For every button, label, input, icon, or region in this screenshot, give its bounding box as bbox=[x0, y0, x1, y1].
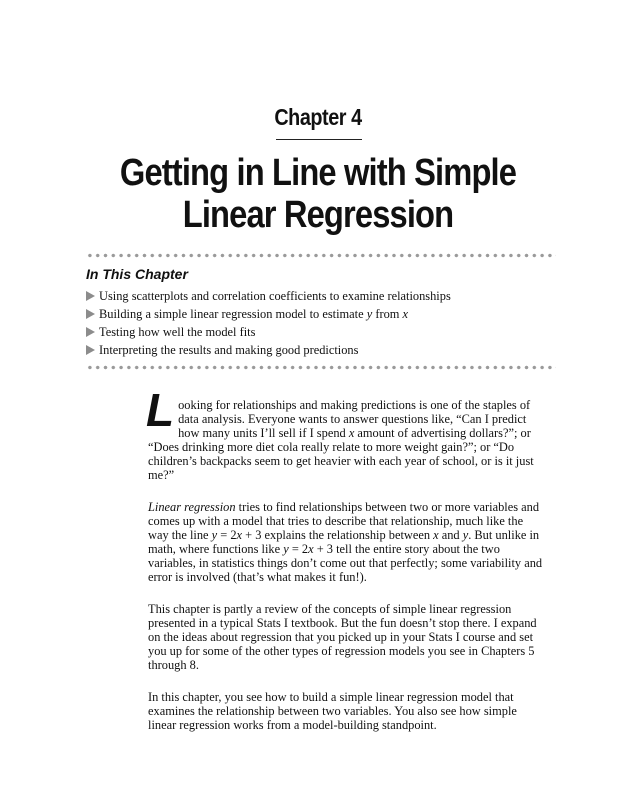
list-item bbox=[86, 287, 556, 305]
list-item bbox=[86, 323, 556, 341]
text-run: . But unlike in math, where functions like bbox=[148, 528, 540, 556]
drop-cap: L bbox=[146, 384, 175, 436]
arrow-bullet-icon bbox=[86, 291, 95, 301]
paragraph-2 bbox=[148, 500, 544, 584]
in-this-chapter-heading: In This Chapter bbox=[86, 266, 188, 282]
chapter-topics-list bbox=[86, 287, 556, 359]
list-item-text bbox=[99, 307, 408, 322]
paragraph-4: In this chapter, you see how to build a simple linear regression model that examines the relationship between two variables. You also see how simple linear regression works from a model-building standpoint. bbox=[148, 690, 517, 732]
italic-run: x bbox=[308, 542, 314, 556]
paragraph-3: This chapter is partly a review of the concepts of simple linear regression presented in a typical Stats I textbook. But the fun doesn’t stop there. I expand on the ideas about regression that you picked up in your Stats I course and set you up for some of the other types of regression models you see in Chapters 5 through 8. bbox=[148, 602, 537, 672]
chapter-title bbox=[45, 152, 592, 236]
list-item bbox=[86, 341, 556, 359]
list-item-text: Testing how well the model fits bbox=[99, 324, 256, 339]
dotted-divider-bottom bbox=[86, 365, 556, 370]
list-item-text: Interpreting the results and making good predictions bbox=[99, 342, 359, 357]
italic-run: x bbox=[402, 306, 408, 321]
text-run: and bbox=[438, 528, 463, 542]
text-run: = 2 bbox=[288, 542, 309, 556]
italic-run: y bbox=[211, 528, 218, 542]
text-run: Building a simple linear regression model to estimate bbox=[99, 306, 367, 321]
italic-run: y bbox=[462, 528, 469, 542]
list-item-text: Using scatterplots and correlation coefficients to examine relationships bbox=[99, 288, 451, 303]
italic-run: Linear regression bbox=[148, 500, 236, 514]
italic-run: x bbox=[236, 528, 243, 542]
paragraph-1 bbox=[146, 384, 544, 482]
arrow-bullet-icon bbox=[86, 345, 95, 355]
arrow-bullet-icon bbox=[86, 309, 95, 319]
italic-run: y bbox=[366, 306, 373, 321]
body-text bbox=[146, 384, 544, 750]
chapter-title-line-1: Getting in Line with Simple bbox=[119, 152, 517, 194]
chapter-title-line-2: Linear Regression bbox=[182, 194, 454, 236]
italic-run: y bbox=[283, 542, 289, 556]
text-run: + 3 tell the entire story about the two variables, in statistics things don’t come out that perfectly; some variability and error is involved (that’s what makes it fun!). bbox=[148, 542, 543, 584]
text-run: = 2 bbox=[217, 528, 237, 542]
text-run: from bbox=[372, 306, 403, 321]
chapter-rule bbox=[276, 139, 362, 140]
text-run: ooking for relationships and making predictions is one of the staples of data analysis. Everyone wants to answer questions like, “Can I predict how many units I’ll sell if I spend bbox=[178, 398, 531, 440]
list-item bbox=[86, 305, 556, 323]
arrow-bullet-icon bbox=[86, 327, 95, 337]
chapter-label: Chapter 4 bbox=[274, 104, 362, 130]
text-run: tries to find relationships between two or more variables and comes up with a model that tries to describe that relationship, much like the way the line bbox=[148, 500, 540, 542]
italic-run: x bbox=[348, 426, 355, 440]
italic-run: x bbox=[433, 528, 439, 542]
text-run: + 3 explains the relationship between bbox=[242, 528, 434, 542]
dotted-divider-top bbox=[86, 253, 556, 258]
text-run: amount of advertising dollars?”; or “Does drinking more diet cola really relate to more weight gain?”; or “Do children’s backpacks seem to get heavier with each year of school, or is it just me?” bbox=[148, 426, 534, 482]
